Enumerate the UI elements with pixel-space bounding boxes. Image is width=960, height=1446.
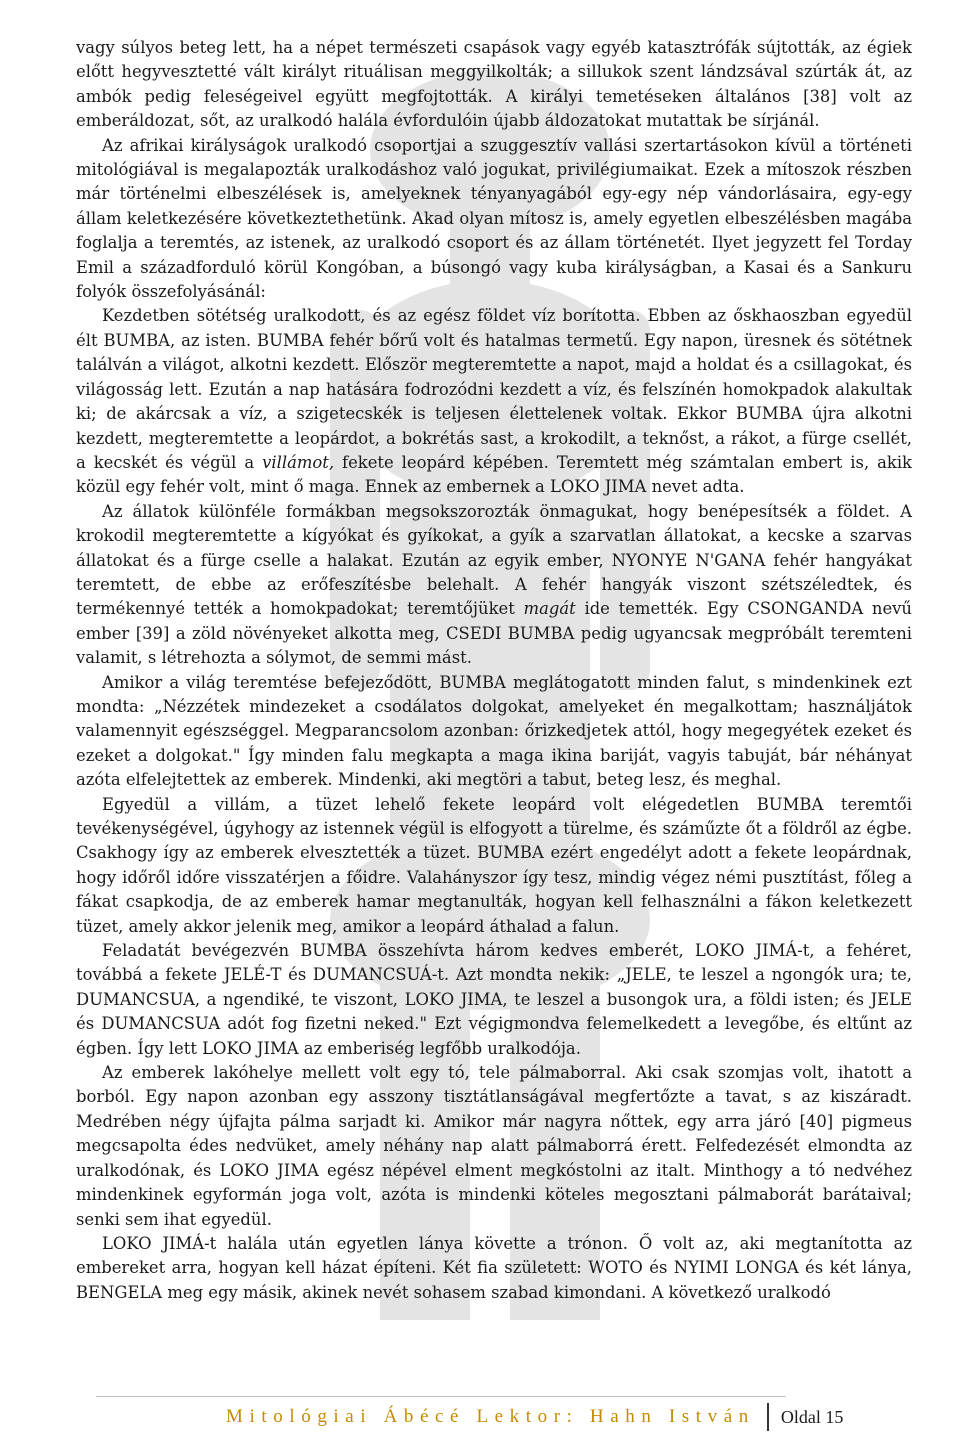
footer-rule <box>96 1396 786 1397</box>
paragraph-2: Az afrikai királyságok uralkodó csoportjai a szuggesztív vallási szertartásokon kívül a történeti mitológiával is megalapozták uralkodáshoz való jogukat, privilégiumaikat. Ezek a mítoszok részben már történelmi elbeszélések is, amelyeknek tényanyagából egy-egy nép vándorlásaira, egy-egy állam keletkezésére következtethetünk. Akad olyan mítosz is, amely egyetlen elbeszélésben magába foglalja a teremtés, az istenek, az uralkodó csoport és az állam történetét. Ilyet jegyzett fel Torday Emil a századforduló körül Kongóban, a búsongó vagy kuba királyságban, a Kasai és a Sankuru folyók összefolyásánál: <box>76 135 912 302</box>
footer-separator <box>767 1403 769 1431</box>
paragraph-4: Az állatok különféle formákban megsokszorozták önmagukat, hogy benépesítsék a földet. A krokodil megteremtette a kígyókat és gyíkokat, a gyík a szarvatlan állatokat, a kecske a szarvas állatokat és a fürge cselle a halakat. Ezután az egyik ember, NYONYE N'GANA fehér hangyákat teremtett, de ebbe az erőfeszítésbe belehalt. A fehér hangyák viszont szétszéledtek, és termékennyé tették a homokpadokat; teremtőjüket magát ide temették. Egy CSONGANDA nevű ember [39] a zöld növényeket alkotta meg, CSEDI BUMBA pedig ugyancsak megpróbált teremteni valamit, s létrehozta a sólymot, de semmi mást. <box>76 501 912 668</box>
paragraph-8: Az emberek lakóhelye mellett volt egy tó, tele pálmaborral. Aki csak szomjas volt, ihatott a borból. Egy napon azonban egy asszony tisztátlanságával megfertőzte a tavat, s az kiszáradt. Medrében négy újfajta pálma sarjadt ki. Amikor már nagyra nőttek, egy arra járó [40] pigmeus megcsapolta édes nedvüket, amely néhány nap alatt pálmaborrá érett. Felfedezését elmondta az uralkodónak, és LOKO JIMA egész népével elment megkóstolni az italt. Minthogy a tó nedvéhez mindenkinek egyformán joga volt, azóta is mindenki köteles megosztani pálmaborát barátaival; senki sem ihat egyedül. <box>76 1063 912 1229</box>
paragraph-3: Kezdetben sötétség uralkodott, és az egész földet víz borította. Ebben az őskhaoszban egyedül élt BUMBA, az isten. BUMBA fehér bőrű volt és hatalmas termetű. Egy napon, üresnek és sötétnek találván a világot, alkotni kezdett. Először megteremtette a napot, majd a holdat és a csillagokat, és világosság lett. Ezután a nap hatására fodrozódni kezdett a víz, és felszínén homokpadok alakultak ki; de akárcsak a víz, a szigetecskék is teljesen élettelenek voltak. Ekkor BUMBA újra alkotni kezdett, megteremtette a leopárdot, a bokrétás sast, a krokodilt, a teknőst, a rákot, a fürge csellét, a kecskét és végül a villámot, fekete leopárd képében. Teremtett még számtalan embert is, akik közül egy fehér volt, mint ő maga. Ennek az embernek a LOKO JIMA nevet adta. <box>76 306 912 497</box>
page-footer <box>226 1404 916 1430</box>
footer-title: Mitológiai Ábécé Lektor: Hahn István <box>226 1406 755 1427</box>
paragraph-1: vagy súlyos beteg lett, ha a népet természeti csapások vagy egyéb katasztrófák sújtották, az égiek előtt hegyvesztetté vált királyt rituálisan meggyilkolták; a sillukok szent lándzsával szúrták át, az ambók pedig feleségeivel együtt megfojtották. A királyi temetéseken általános [38] volt az emberáldozat, sőt, az uralkodó halála évfordulóin újabb áldozatokat mutattak be sírjánál. <box>76 38 912 131</box>
paragraph-5: Amikor a világ teremtése befejeződött, BUMBA meglátogatott minden falut, s mindenkinek ezt mondta: „Nézzétek mindezeket a csodálatos dolgokat, amelyeket én megalkottam; használjátok valamennyit egészséggel. Megparancsolom azonban: őrizkedjetek attól, hogy megegyétek ezeket és ezeket a dolgokat." Így minden falu megkapta a maga ikina bariját, vagyis tabuját, bár néhányat azóta elfelejtettek az emberek. Mindenki, aki megtöri a tabut, beteg lesz, és meghal. <box>76 672 912 790</box>
document-body <box>76 36 912 1305</box>
paragraph-6: Egyedül a villám, a tüzet lehelő fekete leopárd volt elégedetlen BUMBA teremtői tevékenységével, úgyhogy az istennek végül is elfogyott a türelme, és száműzte őt a földről az égbe. Csakhogy így az emberek elvesztették a tüzet. BUMBA ezért engedélyt adott a fekete leopárdnak, hogy időről időre visszatérjen a főidre. Valahányszor így tesz, mindig végez némi pusztítást, főleg a fákat csapkodja, de az emberek hamar megtanulták, hogyan kell felhasználni a fákon keletkezett tüzet, amely akkor jelenik meg, amikor a leopárd áthalad a falun. <box>76 794 912 936</box>
page-number: Oldal 15 <box>780 1406 844 1427</box>
paragraph-7: Feladatát bevégezvén BUMBA összehívta három kedves emberét, LOKO JIMÁ-t, a fehéret, továbbá a fekete JELÉ-T és DUMANCSUÁ-t. Azt mondta nekik: „JELE, te leszel a ngongók ura; te, DUMANCSUA, a ngendiké, te viszont, LOKO JIMA, te leszel a busongok ura, a földi isten; és JELE és DUMANCSUA adót fog fizetni neked." Ezt végigmondva felemelkedett a levegőbe, és eltűnt az égben. Így lett LOKO JIMA az emberiség legfőbb uralkodója. <box>76 941 912 1058</box>
paragraph-9: LOKO JIMÁ-t halála után egyetlen lánya követte a trónon. Ő volt az, aki megtanította az embereket arra, hogyan kell házat építeni. Két fia született: WOTO és NYIMI LONGA és két lánya, BENGELA meg egy másik, akinek nevét sohasem szabad kimondani. A következő uralkodó <box>76 1233 912 1302</box>
